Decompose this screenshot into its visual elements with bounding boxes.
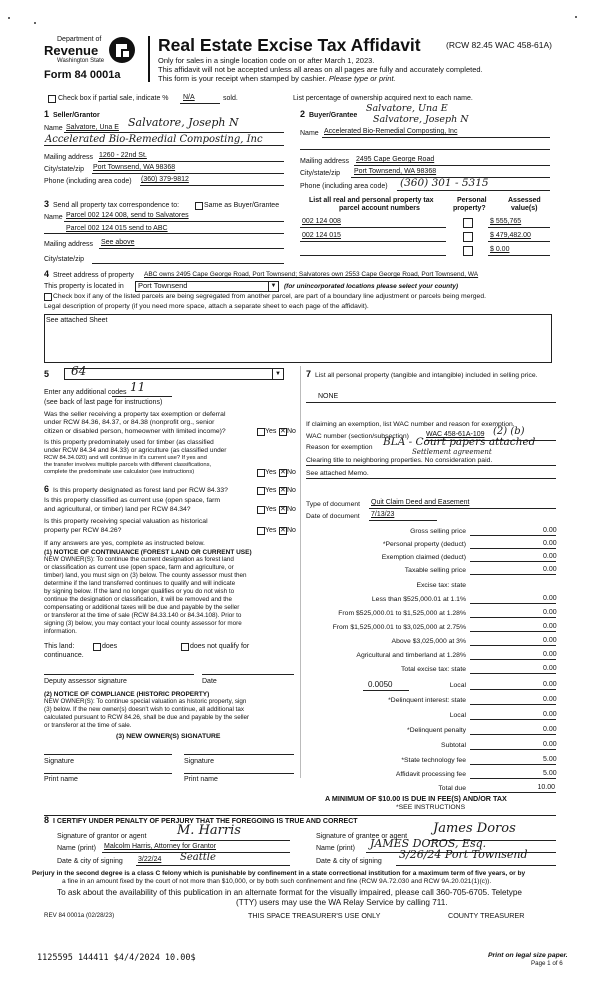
buyer-name-handwritten-1: Salvatore, Una E [366, 103, 448, 114]
calc-value: 0.00 [543, 711, 557, 718]
historic-yes-checkbox[interactable] [257, 527, 265, 535]
additional-codes-label: Enter any additional codes [44, 389, 127, 396]
legal-description-value: See attached Sheet [46, 317, 108, 324]
current-use-yes-checkbox[interactable] [257, 506, 265, 514]
seller-name-label: Name [44, 125, 63, 132]
notice1-line: or transferor at the time of sale (RCW 84.33.140 or 84.34.108). Prior to [44, 612, 242, 619]
section7-num: 7 [306, 369, 312, 379]
corr-section-num: 3 [44, 199, 50, 209]
wac-value: WAC 458-61A-109 [426, 431, 485, 438]
q2-line1: Is this property predominately used for timber (as classified [44, 439, 214, 446]
buyer-city-label: City/state/zip [300, 170, 341, 177]
owner-signature-label-1: Signature [44, 758, 74, 765]
parcels-col2b: property? [453, 205, 486, 212]
location-select[interactable] [135, 281, 279, 292]
grantee-name-label: Name (print) [316, 845, 355, 852]
owner-print-name-label-1: Print name [44, 776, 78, 783]
grantor-signature-label: Signature of grantor or agent [57, 833, 147, 840]
corr-mailing-value: See above [101, 239, 135, 246]
header-note-1: Only for sales in a single location code on or after March 1, 2023. [158, 56, 375, 65]
chevron-down-icon[interactable]: ▼ [272, 369, 283, 379]
current-use-line2: and agricultural, or timber) land per RCW 84.34? [44, 506, 191, 513]
local-rate: 0.0050 [368, 680, 393, 689]
form-number: Form 84 0001a [44, 69, 121, 81]
seller-section-num: 1 [44, 109, 50, 119]
exemption-note: If claiming an exemption, list WAC number and reason for exemption. [306, 421, 515, 428]
accessibility-line-2: (TTY) users may use the WA Relay Service by calling 711. [236, 898, 448, 907]
segregation-label: Check box if any of the listed parcels are being segregated from another parcel, are part of a boundary line adjustment or parcels being merged. [53, 293, 486, 300]
same-as-buyer-checkbox[interactable] [195, 202, 203, 210]
personal-property-checkbox[interactable] [463, 218, 473, 228]
use-code-value: 64 [71, 364, 87, 378]
forest-no-label: No [287, 487, 296, 494]
seller-phone-label: Phone (including area code) [44, 178, 132, 185]
buyer-name-label: Name [300, 130, 319, 137]
calc-label: From $525,000.01 to $1,525,000 at 1.28% [338, 610, 466, 617]
calc-value: 0.00 [543, 553, 557, 560]
q2-no-label: No [287, 469, 296, 476]
additional-codes-note: (see back of last page for instructions) [44, 399, 163, 406]
grantee-signature: James Doros [433, 821, 516, 836]
parcels-col1: List all real and personal property tax [309, 197, 434, 204]
calc-label: Gross selling price [410, 528, 466, 535]
calc-value: 0.00 [543, 595, 557, 602]
street-label: Street address of property [53, 272, 134, 279]
page-title: Real Estate Excise Tax Affidavit [158, 35, 421, 55]
answers-note: If any answers are yes, complete as instructed below. [44, 540, 205, 547]
forest-yes-checkbox[interactable] [257, 487, 265, 495]
notice2-line: or transferor at the time of sale. [44, 722, 132, 729]
forest-yes-label: Yes [265, 487, 277, 494]
section6-num: 6 [44, 484, 50, 494]
notice1-line: by signing below. If the land no longer qualifies or you do not wish to [44, 588, 235, 595]
current-use-yes-label: Yes [265, 506, 277, 513]
q1-no-label: No [287, 428, 296, 435]
buyer-name-handwritten-2: Salvatore, Joseph N [373, 114, 469, 125]
calc-label: Total due [438, 785, 466, 792]
partial-sale-value: N/A [183, 94, 195, 101]
additional-codes-value: 11 [130, 380, 146, 394]
buyer-mailing-label: Mailing address [300, 158, 350, 165]
grantor-name-value: Malcolm Harris, Attorney for Grantor [104, 843, 217, 850]
historic-line2: property per RCW 84.26? [44, 527, 122, 534]
buyer-city-value: Port Townsend, WA 98368 [354, 168, 437, 175]
historic-no-checkbox[interactable] [279, 527, 287, 535]
calc-label: Exemption claimed (deduct) [381, 554, 466, 561]
wac-subsection-handwritten: (2) (b) [493, 426, 525, 437]
calc-label: Agricultural and timberland at 1.28% [356, 652, 466, 659]
parcels-col3: Assessed [508, 197, 541, 204]
q1-yes-label: Yes [265, 428, 277, 435]
calc-value: 0.00 [543, 696, 557, 703]
seller-name-handwritten: Salvatore, Joseph N [128, 116, 239, 129]
perjury-line-2: a fine in an amount fixed by the court of not more than $10,000, or by both such confinement and fine (RCW 9A.72.030 and RCW 9A.20.021(1)(c)). [62, 878, 492, 885]
calc-value: 0.00 [543, 637, 557, 644]
calc-value: 0.00 [543, 665, 557, 672]
calc-value: 0.00 [543, 566, 557, 573]
calc-value: 0.00 [543, 609, 557, 616]
minimum-due-notice: A MINIMUM OF $10.00 IS DUE IN FEE(S) AND/OR TAX [325, 794, 507, 803]
notice1-line: determine if the land transferred continues to qualify and will indicate [44, 580, 236, 587]
page-number: Page 1 of 6 [531, 960, 563, 967]
recording-stamp: 1125595 144411 $4/4/2024 10.00$ [37, 953, 196, 963]
calc-label: *Personal property (deduct) [382, 541, 466, 548]
seller-phone-value: (360) 379-9812 [141, 176, 189, 183]
reason-handwritten-2: Settlement agreement [412, 448, 492, 456]
grantor-city-handwritten: Seattle [180, 852, 216, 863]
corr-name-label: Name [44, 214, 63, 221]
property-section-num: 4 [44, 269, 50, 279]
grantee-date-label: Date & city of signing [316, 858, 382, 865]
historic-line1: Is this property receiving special valuation as historical [44, 518, 208, 525]
q1-line3: citizen or disabled person, homeowner with limited income)? [44, 428, 226, 435]
calc-label: Local [449, 682, 466, 689]
legal-paper-note: Print on legal size paper. [488, 952, 568, 959]
assessed-value: $ 0.00 [490, 246, 510, 253]
dept-line1: Department of [57, 36, 102, 43]
revenue-logo-icon [107, 35, 139, 65]
buyer-name-value: Accelerated Bio-Remedial Composting, Inc [324, 128, 458, 135]
q2-line2: under RCW 84.34 and 84.33) or agriculture (as classified under [44, 447, 227, 454]
calc-label: Less than $525,000.01 at 1.1% [371, 596, 466, 603]
owner-signature-label-2: Signature [184, 758, 214, 765]
calc-value: 5.00 [543, 756, 557, 763]
partial-sale-label: Check box if partial sale, indicate % [58, 95, 169, 102]
corr-city-label: City/state/zip [44, 256, 85, 263]
notice1-line: timber) land, you must sign on (3) below. The county assessor must then [44, 572, 247, 579]
doc-type-label: Type of document [306, 501, 361, 508]
dept-line2: Revenue [44, 43, 99, 58]
header-note-3: This form is your receipt when stamped by cashier. Please type or print. [158, 74, 396, 83]
this-land-label: This land: [44, 643, 75, 650]
parcel-number: 002 124 008 [302, 218, 341, 225]
accessibility-line-1: To ask about the availability of this publication in an alternate format for the visually impaired, please call 360-705-6705. Teletype [57, 888, 522, 897]
located-label: This property is located in [44, 283, 124, 290]
corr-name-1: Parcel 002 124 008, send to Salvatores [66, 212, 189, 219]
buyer-heading: Buyer/Grantee [309, 112, 358, 119]
calc-value: 0.00 [543, 527, 557, 534]
current-use-no-label: No [287, 506, 296, 513]
see-instructions: *SEE INSTRUCTIONS [396, 804, 466, 811]
notice1-line: NEW OWNER(S): To continue the current designation as forest land [44, 556, 234, 563]
rcw-reference: (RCW 82.45 WAC 458-61A) [446, 40, 552, 50]
notice1-line: or classification as current use (open space, farm and agriculture, or [44, 564, 234, 571]
notice2-line: (3) below. If the new owner(s) doesn't wish to continue, all additional tax [44, 706, 245, 713]
land-does-not-checkbox[interactable] [181, 643, 189, 651]
doc-type-value: Quit Claim Deed and Easement [371, 499, 470, 506]
buyer-phone-label: Phone (including area code) [300, 183, 388, 190]
ownership-note: List percentage of ownership acquired next to each name. [293, 95, 473, 102]
seller-name-handwritten-2: Accelerated Bio-Remedial Composting, Inc [45, 134, 263, 145]
deputy-date-label: Date [202, 678, 217, 685]
treasurer-space-label: THIS SPACE TREASURER'S USE ONLY [248, 911, 381, 920]
notice1-line: information. [44, 628, 77, 635]
partial-sold: sold. [223, 95, 238, 102]
grantee-signature-label: Signature of grantee or agent [316, 833, 408, 840]
calc-value: 0.00 [543, 651, 557, 658]
calc-label: Affidavit processing fee [395, 771, 466, 778]
owner-print-name-label-2: Print name [184, 776, 218, 783]
corr-mailing-label: Mailing address [44, 241, 94, 248]
calc-value: 0.00 [543, 540, 557, 547]
buyer-section-num: 2 [300, 109, 306, 119]
doc-date-value: 7/13/23 [371, 511, 395, 518]
q2-no-checkbox[interactable] [279, 469, 287, 477]
parcels-col1b: parcel account numbers [339, 205, 420, 212]
seller-name-typed: Salvatore, Una E [66, 124, 119, 131]
parcel-number: 002 124 015 [302, 232, 341, 239]
notice2-line: NEW OWNER(S): To continue special valuation as historic property, sign [44, 698, 247, 705]
grantee-name-handwritten: JAMES DOROS, Esq. [370, 837, 487, 850]
seller-mailing-label: Mailing address [44, 154, 94, 161]
forest-question: Is this property designated as forest land per RCW 84.33? [53, 487, 228, 494]
segregation-checkbox[interactable] [44, 293, 52, 301]
land-does-checkbox[interactable] [93, 643, 101, 651]
seller-heading: Seller/Grantor [53, 112, 100, 119]
continuance-label: continuance. [44, 652, 84, 659]
corr-name-2: Parcel 002 124 015 send to ABC [66, 225, 168, 232]
calc-label: *Delinquent penalty [407, 727, 466, 734]
reason-typed: Clearing title to neighboring properties. No consideration paid. [306, 457, 493, 464]
q2-line5: complete the predominate use calculator (see instructions) [44, 469, 195, 475]
notice2-line: calculated pursuant to RCW 84.26, shall be due and payable by the seller [44, 714, 250, 721]
land-does-label: does [102, 643, 118, 650]
personal-property-value: NONE [318, 393, 339, 400]
county-treasurer-label: COUNTY TREASURER [448, 911, 525, 920]
notice2-title: (2) NOTICE OF COMPLIANCE (HISTORIC PROPERTY) [44, 691, 210, 698]
notice1-line: compensating or additional taxes will be due and payable by the seller [44, 604, 240, 611]
historic-no-label: No [287, 527, 296, 534]
perjury-line-1: Perjury in the second degree is a class C felony which is punishable by confinement in a state correctional institution for a maximum term of five years, or by [32, 870, 526, 877]
calc-label: Taxable selling price [404, 567, 466, 574]
legal-label: Legal description of property (if you need more space, attach a separate sheet to each page of the affidavit). [44, 303, 369, 310]
forest-no-checkbox[interactable] [279, 487, 287, 495]
notice1-line: signing (3) below, you may contact your local county assessor for more [44, 620, 242, 627]
deputy-signature-label: Deputy assessor signature [44, 678, 127, 685]
calc-value: 0.00 [543, 741, 557, 748]
legal-description-box[interactable] [44, 314, 552, 363]
calc-value: 10.00 [537, 784, 555, 791]
location-select-value: Port Townsend [138, 281, 188, 290]
q1-yes-checkbox[interactable] [257, 428, 265, 436]
calc-label: Excise tax: state [416, 582, 466, 589]
land-does-not-label: does not qualify for [190, 643, 250, 650]
current-use-no-checkbox[interactable] [279, 506, 287, 514]
assessed-value: $ 555,765 [490, 218, 522, 225]
calc-label: *State technology fee [401, 757, 466, 764]
parcels-col3b: value(s) [511, 205, 538, 212]
calc-label: Above $3,025,000 at 3% [391, 638, 466, 645]
reason-label: Reason for exemption [306, 444, 373, 451]
q1-no-checkbox[interactable] [279, 428, 287, 436]
calc-label: Subtotal [441, 742, 466, 749]
personal-property-checkbox[interactable] [463, 246, 473, 256]
historic-yes-label: Yes [265, 527, 277, 534]
calc-label: Total excise tax: state [401, 666, 466, 673]
q2-yes-label: Yes [265, 469, 277, 476]
same-as-buyer-label: Same as Buyer/Grantee [204, 202, 280, 209]
calc-label: From $1,525,000.01 to $3,025,000 at 2.75% [332, 624, 466, 631]
calc-value: 5.00 [543, 770, 557, 777]
assessed-value: $ 479,482.00 [490, 232, 531, 239]
section5-num: 5 [44, 369, 50, 379]
seller-city-label: City/state/zip [44, 166, 85, 173]
chevron-down-icon[interactable]: ▼ [268, 282, 278, 291]
memo-note: See attached Memo. [306, 470, 369, 477]
grantor-date-value: 3/22/24 [138, 856, 162, 863]
calc-label: Local [449, 712, 466, 719]
current-use-line1: Is this property classified as current use (open space, farm [44, 497, 221, 504]
buyer-phone-value: (360) 301 - 5315 [400, 177, 489, 189]
reason-handwritten: BLA - Court papers attached [383, 436, 536, 448]
calc-value: 0.00 [543, 623, 557, 630]
grantor-date-label: Date & city of signing [57, 858, 123, 865]
header-note-2: This affidavit will not be accepted unless all areas on all pages are fully and accurately completed. [158, 65, 483, 74]
street-value: ABC owns 2495 Cape George Road, Port Townsend; Salvatores own 2553 Cape George Road, Port Townsend, WA [144, 271, 479, 278]
personal-property-checkbox[interactable] [463, 232, 473, 242]
q2-yes-checkbox[interactable] [257, 469, 265, 477]
q1-line1: Was the seller receiving a property tax exemption or deferral [44, 411, 226, 418]
q2-line3: RCW 84.34.020) and will continue in it's current use? If yes and [44, 455, 207, 461]
grantor-name-label: Name (print) [57, 845, 96, 852]
grantor-signature: M. Harris [177, 823, 241, 838]
q2-line4: the transfer involves multiple parcels with different classifications, [44, 462, 212, 468]
certify-statement: I CERTIFY UNDER PENALTY OF PERJURY THAT THE FOREGOING IS TRUE AND CORRECT [53, 818, 358, 825]
buyer-mailing-value: 2495 Cape George Road [356, 156, 435, 163]
use-code-select[interactable] [64, 364, 284, 380]
calc-label: *Delinquent interest: state [388, 697, 466, 704]
grantee-date-handwritten: 3/26/24 Port Townsend [399, 848, 528, 861]
seller-mailing-value: 1260 - 22nd St. [99, 152, 147, 159]
q1-line2: under RCW 84.36, 84.37, or 84.38 (nonprofit org., senior [44, 419, 215, 426]
calc-value: 0.00 [543, 681, 557, 688]
calc-value: 0.00 [543, 726, 557, 733]
parcels-col2: Personal [457, 197, 487, 204]
personal-property-heading: List all personal property (tangible and intangible) included in selling price. [315, 372, 538, 379]
doc-date-label: Date of document [306, 513, 360, 520]
section8-num: 8 [44, 815, 50, 825]
partial-sale-checkbox[interactable] [48, 95, 56, 103]
notice1-title: (1) NOTICE OF CONTINUANCE (FOREST LAND OR CURRENT USE) [44, 549, 252, 556]
wac-label: WAC number (section/subsection) [306, 433, 409, 440]
notice1-line: continue the designation or classification, it will be removed and the [44, 596, 232, 603]
corr-heading: Send all property tax correspondence to: [53, 202, 180, 209]
dept-line3: Washington State [57, 58, 105, 64]
located-note: (for unincorporated locations please select your county) [284, 283, 459, 290]
new-owner-signature-heading: (3) NEW OWNER(S) SIGNATURE [116, 733, 221, 740]
seller-city-value: Port Townsend, WA 98368 [93, 164, 176, 171]
revision-label: REV 84 0001a (02/28/23) [44, 912, 115, 919]
